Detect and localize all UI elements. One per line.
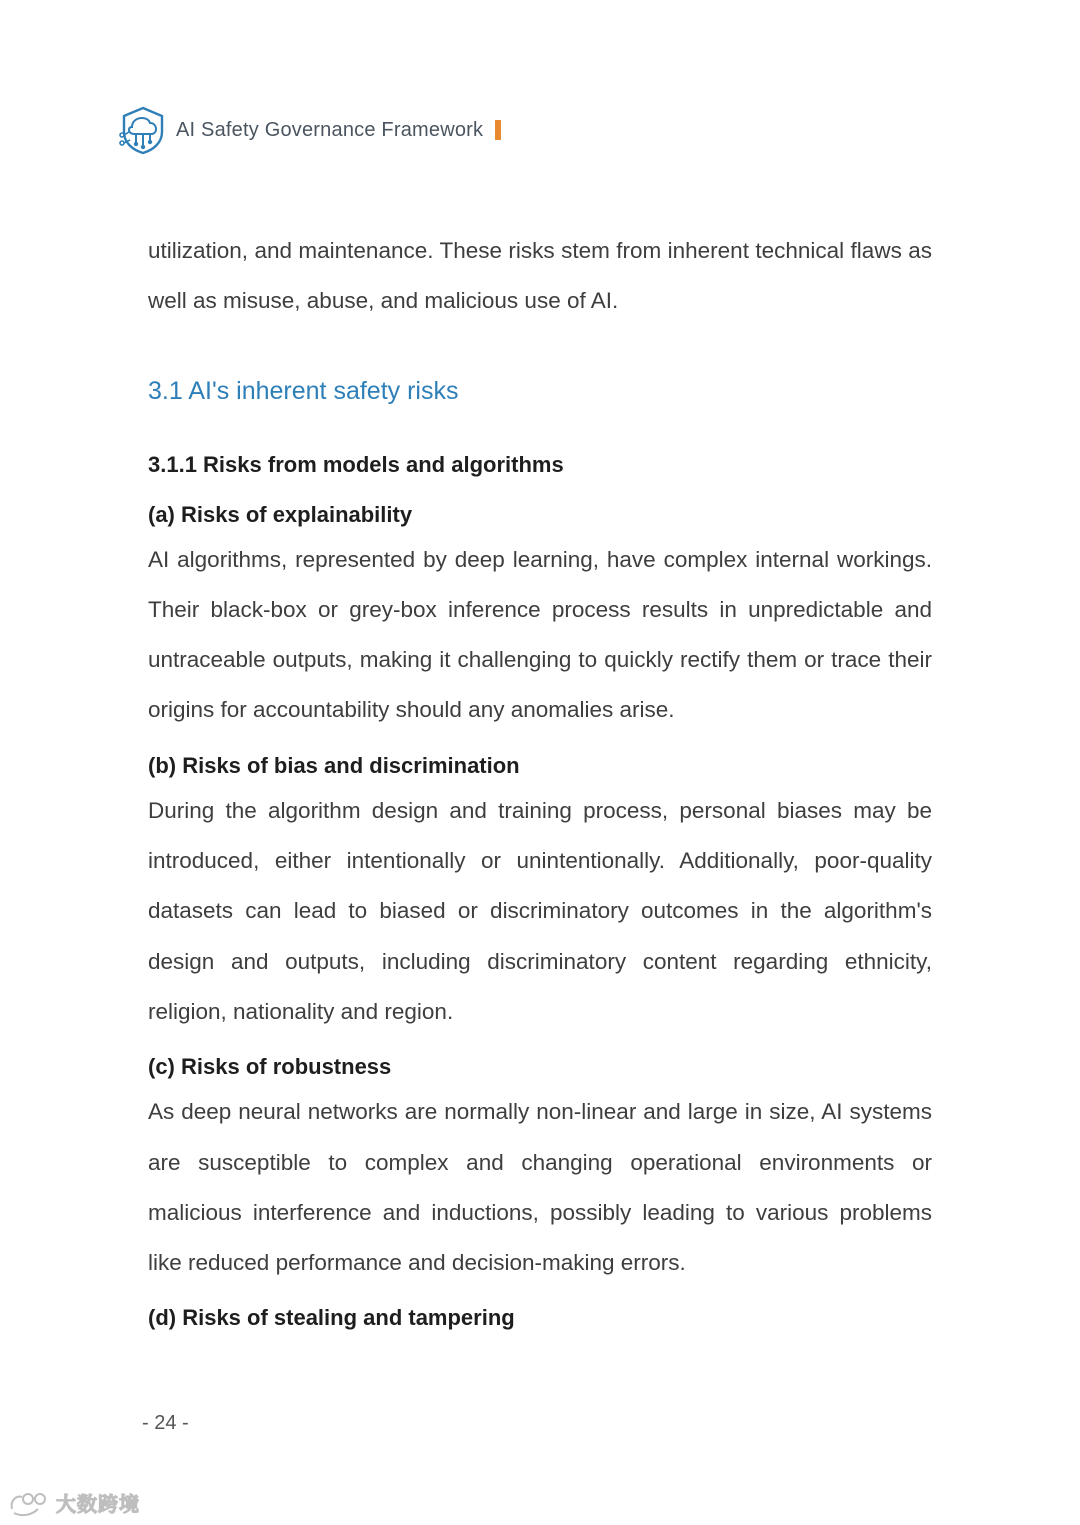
item-body-bias: During the algorithm design and training process, personal biases may be introduced, either intentionally or unintentionally. Additionally, poor-quality datasets can lead to biased or discriminatory outcomes in the algorithm's design and outputs, including discriminatory content regarding ethnicity, religion, nationality and region. (148, 797, 932, 1024)
item-body-robustness: As deep neural networks are normally non-linear and large in size, AI systems are susceptible to complex and changing operational environments or malicious interference and inductions, possibly leading to various problems like reduced performance and decision-making errors. (148, 1099, 932, 1276)
page-number: - 24 - (142, 1412, 189, 1434)
item-title-explainability: (a) Risks of explainability (148, 501, 413, 527)
header-accent-bar (495, 120, 501, 140)
item-body-explainability: AI algorithms, represented by deep learning, have complex internal workings. Their black-box or grey-box inference process results in unpredictable and untraceable outputs, making it challenging to quickly rectify them or trace their origins for accountability should any anomalies arise. (148, 546, 932, 723)
watermark-text: 大数跨境 (56, 1494, 140, 1516)
subsection-title: 3.1.1 Risks from models and algorithms (148, 451, 564, 477)
document-title: AI Safety Governance Framework (176, 118, 484, 141)
item-title-robustness: (c) Risks of robustness (148, 1054, 392, 1080)
section-title: 3.1 AI's inherent safety risks (148, 376, 459, 405)
page-content (148, 226, 932, 1338)
page-header (118, 104, 501, 156)
intro-paragraph: utilization, and maintenance. These risks stem from inherent technical flaws as well as misuse, abuse, and malicious use of AI. (148, 238, 932, 314)
watermark (8, 1488, 140, 1517)
item-title-bias: (b) Risks of bias and discrimination (148, 752, 520, 778)
item-title-stealing: (d) Risks of stealing and tampering (148, 1305, 515, 1331)
circuit-shield-icon (118, 105, 168, 155)
brand-logo-icon (8, 1489, 52, 1517)
